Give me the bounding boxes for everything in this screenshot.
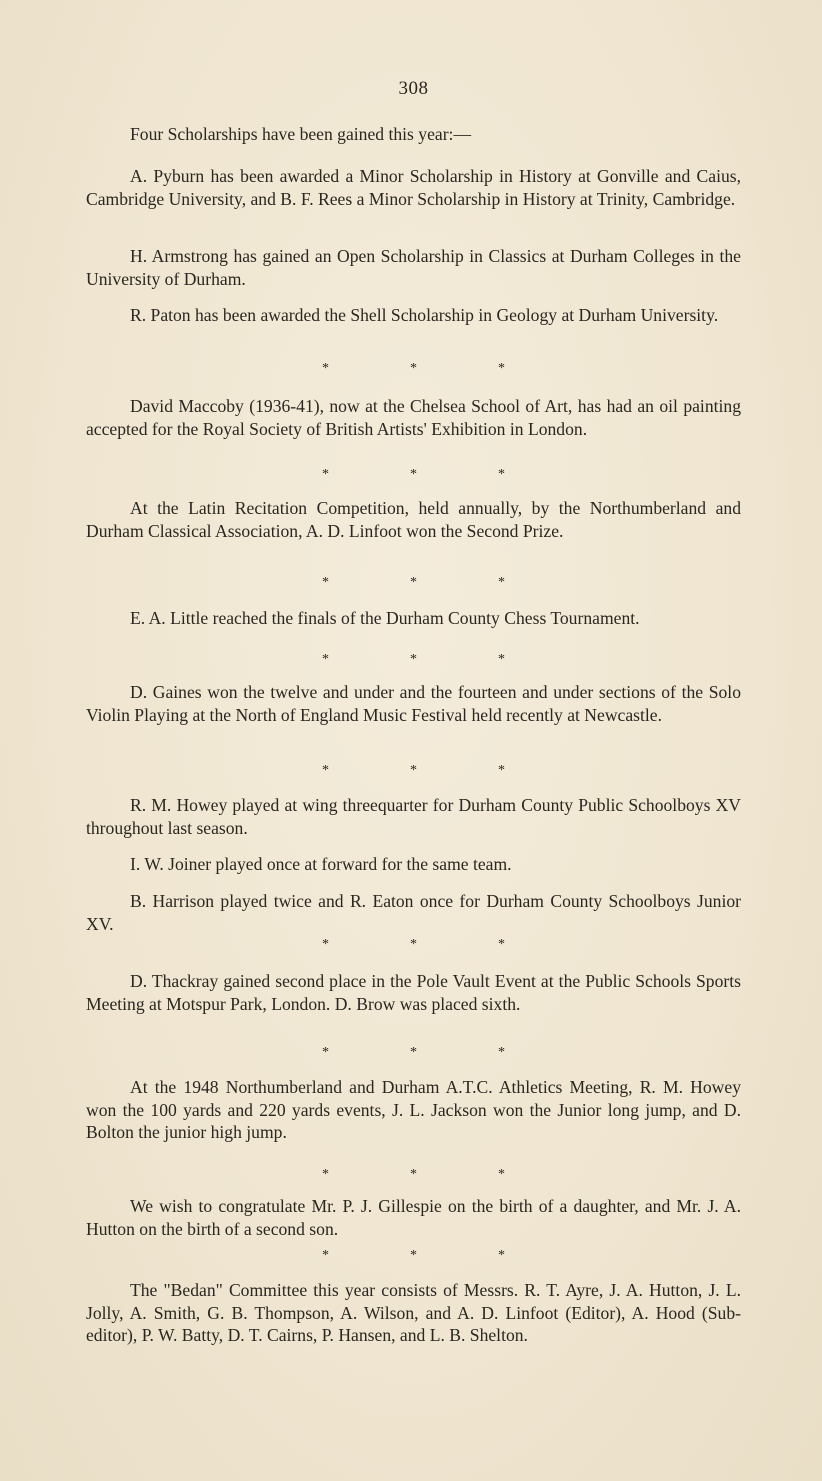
separator: [86, 1045, 741, 1061]
separator: [86, 361, 741, 377]
paragraph-latin-recitation: At the Latin Recitation Competition, held annually, by the Northumberland and Durham Classical Association, A. D. Linfoot won the Second Prize.: [86, 498, 741, 541]
page-number: 308: [398, 78, 429, 99]
separator-star: *: [410, 1167, 417, 1182]
separator-star: *: [410, 361, 417, 376]
separator-star: *: [498, 575, 505, 590]
paragraph-gaines: D. Gaines won the twelve and under and the fourteen and under sections of the Solo Violin Playing at the North of England Music Festival held recently at Newcastle.: [86, 682, 741, 725]
separator: [86, 1248, 741, 1264]
separator: [86, 575, 741, 591]
paragraph-paton: R. Paton has been awarded the Shell Scholarship in Geology at Durham University.: [130, 305, 719, 325]
separator-star: *: [498, 467, 505, 482]
paragraph-maccoby: David Maccoby (1936-41), now at the Chelsea School of Art, has had an oil painting accepted for the Royal Society of British Artists' Exhibition in London.: [86, 396, 741, 439]
separator-star: *: [498, 1167, 505, 1182]
separator-star: *: [322, 1248, 329, 1263]
paragraph-chess: E. A. Little reached the finals of the Durham County Chess Tournament.: [130, 608, 640, 628]
separator-star: *: [410, 575, 417, 590]
separator: [86, 652, 741, 668]
separator-star: *: [410, 467, 417, 482]
paragraph-intro: Four Scholarships have been gained this year:—: [130, 124, 472, 144]
separator-star: *: [498, 937, 505, 952]
separator-star: *: [498, 361, 505, 376]
paragraph-armstrong: H. Armstrong has gained an Open Scholarship in Classics at Durham Colleges in the University of Durham.: [86, 246, 741, 289]
separator-star: *: [410, 652, 417, 667]
separator-star: *: [410, 763, 417, 778]
separator-star: *: [410, 1045, 417, 1060]
paragraph-joiner: I. W. Joiner played once at forward for the same team.: [130, 854, 512, 874]
paragraph-howey-rugby: R. M. Howey played at wing threequarter for Durham County Public Schoolboys XV throughout last season.: [86, 795, 741, 838]
separator: [86, 467, 741, 483]
paragraph-thackray: D. Thackray gained second place in the Pole Vault Event at the Public Schools Sports Meeting at Motspur Park, London. D. Brow was placed sixth.: [86, 971, 741, 1014]
separator-star: *: [498, 763, 505, 778]
separator-star: *: [410, 937, 417, 952]
separator-star: *: [322, 1045, 329, 1060]
separator: [86, 763, 741, 779]
separator-star: *: [322, 575, 329, 590]
separator-star: *: [322, 763, 329, 778]
separator-star: *: [410, 1248, 417, 1263]
separator: [86, 937, 741, 953]
separator-star: *: [322, 652, 329, 667]
paragraph-congratulations: We wish to congratulate Mr. P. J. Gillespie on the birth of a daughter, and Mr. J. A. Hutton on the birth of a second son.: [86, 1196, 741, 1239]
paragraph-harrison: B. Harrison played twice and R. Eaton once for Durham County Schoolboys Junior XV.: [86, 891, 741, 934]
separator-star: *: [322, 361, 329, 376]
paragraph-pyburn: A. Pyburn has been awarded a Minor Scholarship in History at Gonville and Caius, Cambridge University, and B. F. Rees a Minor Scholarship in History at Trinity, Cambridge.: [86, 166, 741, 209]
separator-star: *: [498, 1248, 505, 1263]
separator: [86, 1167, 741, 1183]
separator-star: *: [498, 652, 505, 667]
separator-star: *: [498, 1045, 505, 1060]
separator-star: *: [322, 1167, 329, 1182]
separator-star: *: [322, 467, 329, 482]
paragraph-bedan-committee: The "Bedan" Committee this year consists of Messrs. R. T. Ayre, J. A. Hutton, J. L. Jolly, A. Smith, G. B. Thompson, A. Wilson, and A. D. Linfoot (Editor), A. Hood (Sub-editor), P. W. Batty, D. T. Cairns, P. Hansen, and L. B. Shelton.: [86, 1280, 741, 1345]
paragraph-atc-athletics: At the 1948 Northumberland and Durham A.T.C. Athletics Meeting, R. M. Howey won the 100 yards and 220 yards events, J. L. Jackson won the Junior long jump, and D. Bolton the junior high jump.: [86, 1077, 741, 1142]
separator-star: *: [322, 937, 329, 952]
